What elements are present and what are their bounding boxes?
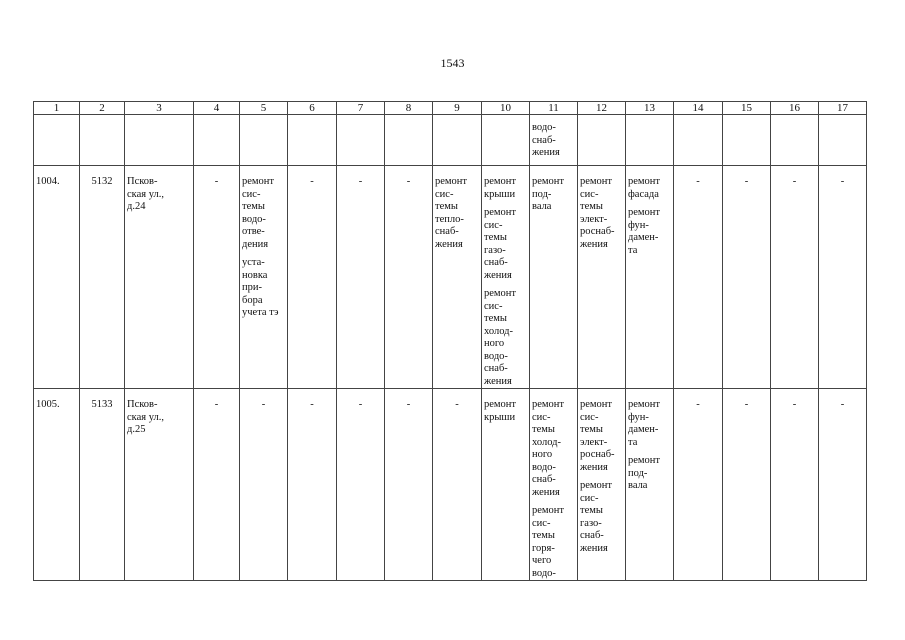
table-cell <box>626 115 674 166</box>
table-cell <box>125 115 194 166</box>
table-cell: - <box>385 166 433 389</box>
work-item: ремонт сис- темы газо- снаб- жения <box>580 480 613 554</box>
work-item: ремонт фасада <box>628 176 661 200</box>
column-number: 13 <box>626 102 674 115</box>
table-cell <box>240 115 288 166</box>
table-cell: - <box>194 389 240 581</box>
column-number: 11 <box>530 102 578 115</box>
table-cell: - <box>433 389 482 581</box>
column-number: 15 <box>723 102 771 115</box>
work-cell <box>530 389 578 581</box>
building-code: 5132 <box>80 166 125 389</box>
work-cell <box>578 389 626 581</box>
building-code: 5133 <box>80 389 125 581</box>
work-cell <box>626 389 674 581</box>
work-item: ремонт под- вала <box>628 455 661 491</box>
table-row <box>34 166 867 389</box>
address: Псков- ская ул., д.24 <box>125 166 194 389</box>
column-number: 2 <box>80 102 125 115</box>
table-cell: - <box>337 389 385 581</box>
column-number: 5 <box>240 102 288 115</box>
work-cell <box>433 166 482 389</box>
table-cell: - <box>194 166 240 389</box>
table-cell <box>194 115 240 166</box>
work-cell <box>482 389 530 581</box>
table-cell <box>723 115 771 166</box>
column-number: 16 <box>771 102 819 115</box>
work-item: ремонт фун- дамен- та <box>628 207 661 256</box>
table-cell <box>337 115 385 166</box>
column-number: 7 <box>337 102 385 115</box>
table-cell <box>819 115 867 166</box>
work-item: ремонт сис- темы тепло- снаб- жения <box>435 176 468 250</box>
table-cell: - <box>723 166 771 389</box>
work-cell <box>578 166 626 389</box>
table-cell <box>530 115 578 166</box>
work-item: ремонт под- вала <box>532 176 565 212</box>
table-cell: - <box>674 389 723 581</box>
table-cell: - <box>819 166 867 389</box>
table-cell <box>578 115 626 166</box>
column-number: 3 <box>125 102 194 115</box>
table-cell: - <box>771 166 819 389</box>
work-item: ремонт сис- темы элект- роснаб- жения <box>580 399 615 473</box>
work-item: ремонт сис- темы холод- ного водо- снаб- жения <box>532 399 565 498</box>
work-item: ремонт сис- темы газо- снаб- жения <box>484 207 517 281</box>
table-cell <box>80 115 125 166</box>
work-cell <box>482 166 530 389</box>
table-cell: - <box>819 389 867 581</box>
work-item: ремонт крыши <box>484 399 517 423</box>
work-cell <box>626 166 674 389</box>
table-cell: - <box>337 166 385 389</box>
column-number-row <box>34 102 867 115</box>
continuation-row <box>34 115 867 166</box>
table-cell: - <box>288 166 337 389</box>
table-cell: - <box>674 166 723 389</box>
column-number: 6 <box>288 102 337 115</box>
table-cell <box>34 115 80 166</box>
table-cell <box>385 115 433 166</box>
address: Псков- ская ул., д.25 <box>125 389 194 581</box>
column-number: 12 <box>578 102 626 115</box>
row-number: 1005. <box>34 389 80 581</box>
table-row <box>34 389 867 581</box>
table-cell <box>433 115 482 166</box>
column-number: 8 <box>385 102 433 115</box>
table-cell: - <box>240 389 288 581</box>
row-number: 1004. <box>34 166 80 389</box>
work-item: ремонт сис- темы элект- роснаб- жения <box>580 176 615 250</box>
page-number: 1543 <box>440 56 465 70</box>
work-item: ремонт крыши <box>484 176 517 200</box>
table-cell: - <box>385 389 433 581</box>
table-cell: - <box>288 389 337 581</box>
work-item: ремонт сис- темы водо- отве- дения <box>242 176 275 250</box>
work-item: ремонт сис- темы холод- ного водо- снаб- жения <box>484 288 517 387</box>
table-cell <box>482 115 530 166</box>
table-cell: - <box>771 389 819 581</box>
table-cell <box>771 115 819 166</box>
column-number: 4 <box>194 102 240 115</box>
table-cell <box>288 115 337 166</box>
work-cell <box>240 166 288 389</box>
repair-schedule-table <box>33 101 867 581</box>
work-item: уста- новка при- бора учета тэ <box>242 257 279 318</box>
column-number: 14 <box>674 102 723 115</box>
work-item: водо- снаб- жения <box>532 122 560 158</box>
work-item: ремонт фун- дамен- та <box>628 399 661 448</box>
column-number: 1 <box>34 102 80 115</box>
column-number: 9 <box>433 102 482 115</box>
column-number: 10 <box>482 102 530 115</box>
table-cell <box>674 115 723 166</box>
work-cell <box>530 166 578 389</box>
work-item: ремонт сис- темы горя- чего водо- <box>532 505 565 579</box>
column-number: 17 <box>819 102 867 115</box>
table-cell: - <box>723 389 771 581</box>
